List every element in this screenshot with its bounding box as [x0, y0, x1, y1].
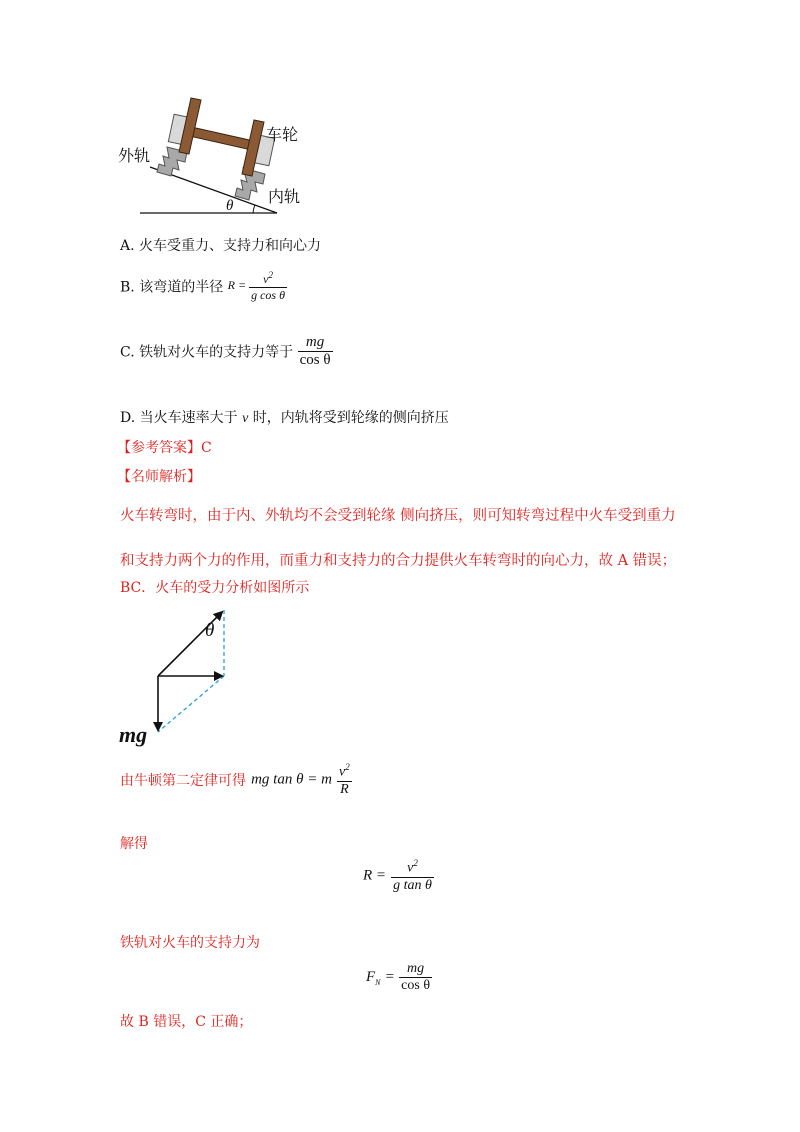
angle-arc [253, 205, 255, 213]
option-d [120, 407, 449, 427]
support-num: mg [399, 961, 432, 978]
label-outer-rail: 外轨 [118, 146, 151, 165]
radius-equation [363, 858, 434, 894]
conclusion: 故 B 错误，C 正确； [120, 1014, 253, 1030]
option-c-den: cos θ [299, 352, 331, 368]
newton-den: R [340, 781, 349, 797]
newton-lhs: mg tan θ = m [251, 771, 332, 788]
radius-lhs: R = [363, 867, 387, 884]
option-b-text: B. 该弯道的半径 [120, 279, 224, 296]
support-lhs-main: F [366, 968, 376, 985]
newton-line [120, 762, 352, 798]
option-b-fraction [249, 270, 287, 303]
option-b-num: v [263, 272, 269, 286]
force-mg-label: mg [119, 722, 148, 747]
newton-num: v [339, 764, 346, 780]
support-den: cos θ [401, 978, 431, 993]
label-inner-rail: 内轨 [268, 187, 301, 206]
option-b-lhs: R = [227, 278, 247, 293]
explanation-line-1: 火车转弯时，由于内、外轨均不会受到轮缘 侧向挤压，则可知转弯过程中火车受到重力 [120, 508, 676, 524]
newton-fraction [337, 762, 352, 798]
axle [185, 126, 258, 151]
support-label: 铁轨对火车的支持力为 [120, 935, 260, 951]
radius-num: v [407, 860, 414, 876]
option-d-var: v [242, 411, 249, 426]
newton-sup: 2 [345, 762, 350, 772]
label-angle-theta: θ [226, 198, 234, 214]
answer-label: 【参考答案】C [117, 440, 212, 456]
option-b-den: g cos θ [251, 288, 285, 302]
solve-label: 解得 [120, 836, 148, 852]
support-lhs [366, 969, 381, 985]
option-b-formula [227, 270, 287, 302]
option-c-text: C. 铁轨对火车的支持力等于 [120, 344, 294, 361]
option-c-num: mg [298, 334, 333, 352]
option-a: A. 火车受重力、支持力和向心力 [120, 238, 322, 254]
radius-fraction [391, 858, 434, 894]
support-eq-sign: = [385, 969, 395, 985]
explanation-line-3: BC．火车的受力分析如图所示 [120, 580, 310, 596]
dashed-diagonal [158, 676, 224, 732]
option-d-pre: D. 当火车速率大于 [120, 410, 238, 426]
option-b-sup: 2 [268, 270, 273, 280]
option-b [120, 270, 287, 303]
support-equation [366, 961, 432, 994]
support-fraction [399, 961, 432, 994]
option-d-post: 时，内轨将受到轮缘的侧向挤压 [252, 410, 449, 426]
explanation-line-2: 和支持力两个力的作用，而重力和支持力的合力提供火车转弯时的向心力，故 A 错误； [120, 553, 677, 569]
outer-wheel [168, 98, 201, 154]
radius-den: g tan θ [393, 877, 432, 893]
analysis-label: 【名师解析】 [117, 469, 201, 485]
force-theta-label: θ [205, 620, 215, 641]
label-wheel: 车轮 [266, 125, 299, 144]
option-c-fraction [298, 334, 333, 369]
option-c [120, 334, 333, 369]
radius-sup: 2 [413, 858, 418, 868]
support-lhs-sub: N [375, 977, 381, 987]
newton-prefix: 由牛顿第二定律可得 [120, 772, 246, 789]
